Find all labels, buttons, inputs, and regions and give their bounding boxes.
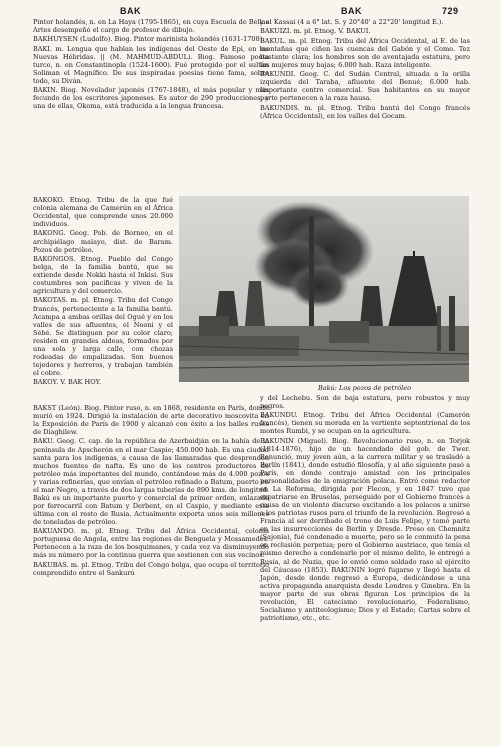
right-column-bottom	[260, 394, 470, 623]
entry: BAKOY. V. BAK HOY.	[33, 378, 102, 387]
entry: BAKU. Geog. C. cap. de la república de Azerbaidján en la bahía de la península de Apscherón en el mar Caspio; 450.000 hab. Es una ciudad santa para los indígenas, a causa de las llamaradas que desprenden muchos fuentes de nafta. Es uno de los centros productores de petróleo más importantes del mundo, contándose más de 4.000 pozos y varias refinerías, que envían el petróleo refinado a Batum, puerto en el mar Negro, a través de dos largas tuberías de 890 kms. de longitud. Bakú es un importante puerto y comercial de primer orden, enlazado por ferrocarril con Batum y Derbent, en el Caspio, y mediante esta última con el resto de Rusia. Actualmente exporta unos seis millones de toneladas de petróleo.	[33, 437, 269, 526]
entry: y del Lechebu. Son de baja estatura, pero robustos y muy negros.	[260, 394, 470, 411]
entry: BAKUL. m. pl. Etnog. Tribu del África Occidental, al E. de las montañas que ciñen las cuencas del Gabón y el Como. Tez bastante clara; los hombres son de aventajada estatura, pero las mujeres muy bajas; 6.000 hab. Raza inteligente.	[260, 36, 470, 69]
header-center-word: BAK	[341, 6, 362, 16]
entry: Pintor holandés, n. en La Haya (1795-1865), en cuya Escuela de Bellas Artes desempeñó el cargo de profesor de dibujo.	[33, 18, 269, 35]
entry: BAKI. m. Lengua que hablan los indígenas del Oeste de Epi, en las Nuevas Hébridas. || (M. MAHMUD-ABDUL). Biog. Famoso poeta turco, n. en Constantinopla (1524-1600). Fué protegido por el sultán Soliman el Magnífico. De sus inspiradas poesías tiene fama, sobre todo, su Diván.	[33, 44, 269, 85]
entry: BAKST (León). Biog. Pintor ruso, n. en 1868, residente en París, donde murió en 1924. Dirigió la instalación de arte decorativo moscovita en la Exposición de París de 1900 y alcanzó con éxito a los bailes rusos de Diaghilew.	[33, 404, 269, 437]
oil-wells-photo	[179, 196, 469, 382]
entry: BAKOTAS. m. pl. Etnog. Tribu del Congo francés, perteneciente a la familia bantú. Acampa a ambas orillas del Ogué y en los valles de sus afluentes, el Neoni y el Sébé. Se distinguen por su color claro; residen en grandes aldeas, formados por una sola y larga calle, con chozas rodeadas de empalizadas. Son buenos tejedores y herreros, y trabajan también el cobre.	[33, 296, 173, 377]
entry: BAKUNDI. Geog. C. del Sudán Central, situada a la orilla izquierda del Taraba, afluente del Benué; 6.000 hab. Importante centro comercial. Sus habitantes en su mayor parte pertenecen a la raza hausa.	[260, 70, 470, 103]
entry: BAKUNIN (Miguel). Biog. Revolucionario ruso, n. en Torjok (1814-1876), hijo de un hacendado del gob. de Twer. Renunció, muy joven aún, a la carrera militar y se trasladó a Berlín (1841), donde estudió filosofía, y al año siguiente pasó a París, en donde contrajo amistad con los principales personalidades de la emigración polaca. Entró como redactor en La Reforma, dirigida por Flecon, y en 1847 tuvo que expatriarse en Bruselas, perseguido por el Gobierno francés a causa de un violento discurso excitando a los polacos a unirse a los patriotas rusos para el triunfo de la revolución. Regresó a Francia al ser derribado el trono de Luis Felipe, y tomó parte en las insurrecciones de Berlín y Dresde. Preso en Chemnitz (Sajonia), fué condenado a muerte, pero se le conmutó la pena en reclusión perpetua; pero el Gobierno austriaco, que tenía el mismo derecho a condenarle por el mismo delito, le entregó a Rusia, al de Nuzia, que lo envió como soldado raso al ejército del Cáucaso (1853). BAKUNIN logró fugarse y llegó hasta el Japón, desde donde regresó a Europa, dedicándose a una activa propaganda anarquista desde Londres y Ginebra. En la mayor parte de sus obras figuran Los principios de la revolución, El catecismo revolucionario, Federalismo, Socialismo y antiteologismo; Dios y el Estado; Cartas sobre el patriotismo, etc., etc.	[260, 436, 470, 622]
right-column-top	[260, 18, 470, 121]
page-number: 729	[442, 6, 459, 16]
photo-caption: Bakú: Los pozos de petróleo	[317, 384, 412, 392]
entry: BAKUNDIS. m. pl. Etnog. Tribu bantú del Congo francés (África Occidental), en los valles del Gocam.	[260, 103, 470, 120]
entry: BAKOKO. Etnog. Tribu de la que fué colonia alemana de Camerún en el África Occidental, que comprende unos 20.000 individuos.	[33, 196, 173, 229]
entry: BAKIN. Biog. Novelador japonés (1767-1848), el más popular y más fecundo de los escritores japoneses. Es autor de 290 producciones, y una de ellas, Okoma, está traducida a la lengua francesa.	[33, 86, 269, 111]
header-left-word: BAK	[120, 6, 141, 16]
left-column-bottom	[33, 404, 269, 578]
entry: BAKUNDU. Etnog. Tribu del África Occidental (Camerón francés), tienen su morada en la vertiente septentrional de los montes Rumbi, y se ocupan en la agricultura.	[260, 411, 470, 436]
entry: y el Kassai (4 a 6° lat. S. y 20°40' a 22°20' longitud E.).	[260, 18, 444, 26]
entry: BAKONG. Geog. Pob. de Borneo, en el archipiélago malayo, dist. de Baram. Pozos de petróleo.	[33, 229, 173, 254]
entry: BAKUBAS. m. pl. Etnog. Tribu del Congo belga, que ocupa el territorio comprendido entre el Sankurú	[33, 560, 269, 577]
entry: BAKUIZI. m. pl. Etnog. V. BAKUI.	[260, 27, 371, 36]
oil-wells-illustration	[179, 196, 469, 382]
entry: BAKHUYSEN (Ludolfo). Biog. Pintor marinista holandés (1631-1708).	[33, 35, 265, 44]
entry: BAKONGOS. Etnog. Pueblo del Congo belga, de la familia bantú, que se extiende desde Nokki hasta el Inkisi. Sus costumbres son pacíficas y viven de la agricultura y del comercio.	[33, 254, 173, 296]
entry: BAKUANDO. m. pl. Etnog. Tribu del África Occidental, colonia portuguesa de Angola, entre las regiones de Benguela y Mossamedes. Pertenecen a la raza de los bosquimanes, y cada vez va disminuyendo más su número por la continua guerra que sostienen con sus vecinos.	[33, 527, 269, 560]
left-column-top	[33, 18, 269, 112]
left-column-narrow	[33, 196, 173, 388]
